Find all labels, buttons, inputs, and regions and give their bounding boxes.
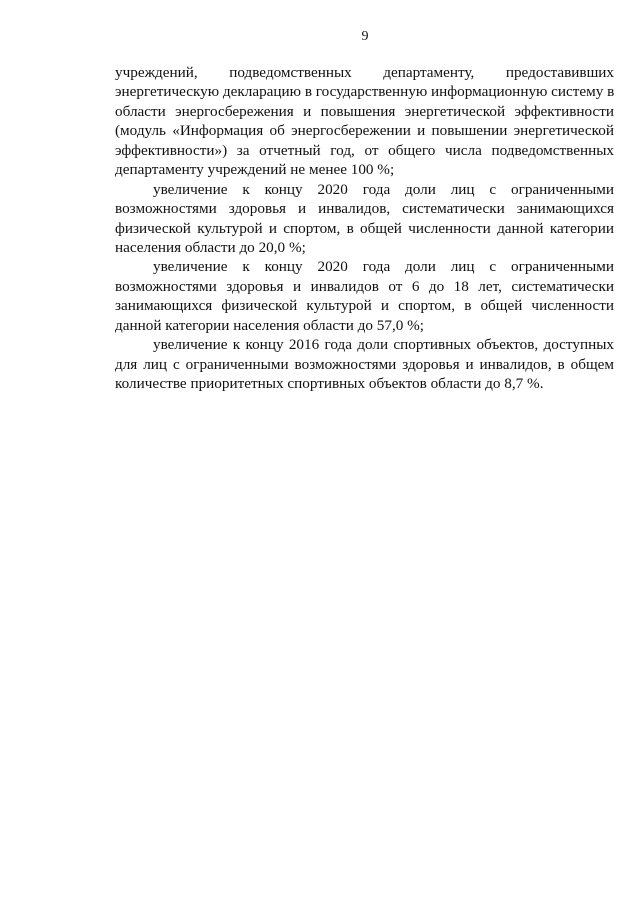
text-line: данной категории населения области до 57,0 %; <box>115 316 425 334</box>
text-line: физической культурой и спортом, в общей численности данной категории <box>115 219 614 237</box>
text-line: увеличение к концу 2016 года доли спортивных объектов, доступных <box>153 336 614 354</box>
text-line: для лиц с ограниченными возможностями здоровья и инвалидов, в общем <box>115 355 614 373</box>
paragraph <box>115 257 614 335</box>
text-line: возможностями здоровья и инвалидов, систематически занимающихся <box>115 200 614 218</box>
text-line: эффективности») за отчетный год, от общего числа подведомственных <box>115 141 614 159</box>
paragraph <box>115 63 614 180</box>
text-line: увеличение к концу 2020 года доли лиц с ограниченными <box>153 258 614 276</box>
text-line: населения области до 20,0 %; <box>115 238 306 256</box>
text-line: занимающихся физической культурой и спортом, в общей численности <box>115 297 614 315</box>
text-line: учреждений, подведомственных департаменту, предоставивших <box>115 64 614 81</box>
text-line: возможностями здоровья и инвалидов от 6 до 18 лет, систематически <box>115 277 614 295</box>
text-line: департаменту учреждений не менее 100 %; <box>115 161 395 179</box>
text-line: (модуль «Информация об энергосбережении и повышении энергетической <box>115 122 614 140</box>
document-body <box>115 63 614 393</box>
text-line: количестве приоритетных спортивных объектов области до 8,7 %. <box>115 375 544 392</box>
page-number: 9 <box>361 29 369 44</box>
paragraph <box>115 335 614 393</box>
text-line: области энергосбережения и повышения энергетической эффективности <box>115 102 614 120</box>
paragraph <box>115 180 614 258</box>
text-line: энергетическую декларацию в государственную информационную систему в <box>115 83 615 101</box>
text-line: увеличение к концу 2020 года доли лиц с ограниченными <box>153 180 614 198</box>
